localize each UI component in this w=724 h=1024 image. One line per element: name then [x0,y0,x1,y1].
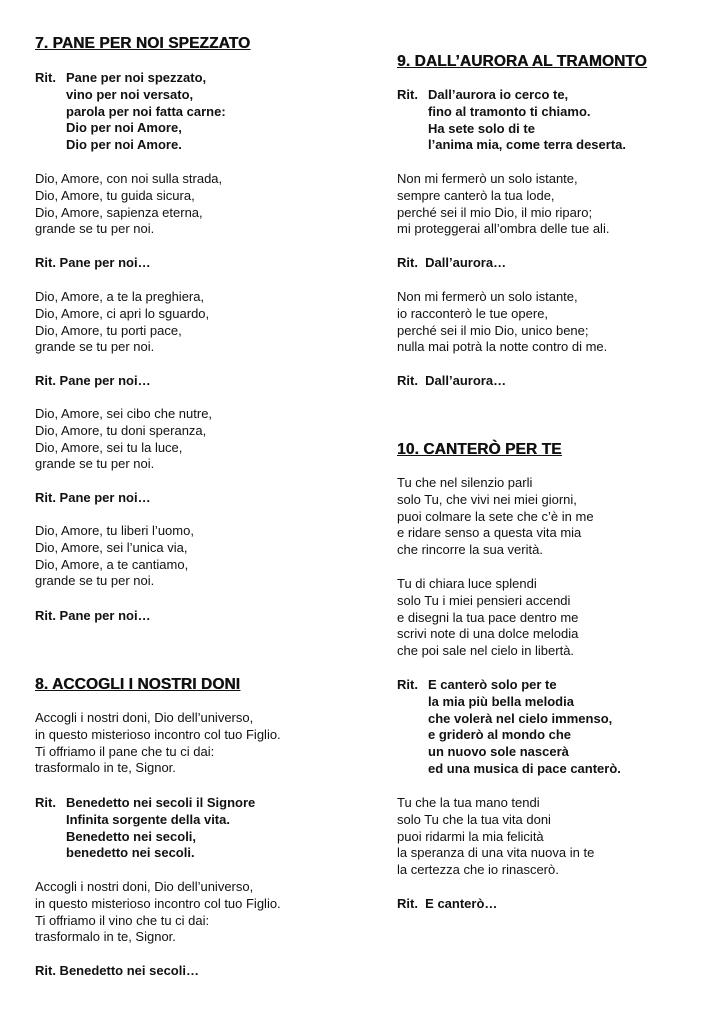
verse-line: Dio, Amore, tu doni speranza, [35,422,207,438]
verse-line: Dio, Amore, tu porti pace, [35,322,182,338]
song-10-title: 10. CANTERÒ PER TE [397,441,562,458]
verse-line: Non mi fermerò un solo istante, [397,171,578,186]
verse-line: la speranza di una vita nuova in te [397,845,595,861]
song-7-verse-3 [35,406,365,473]
refrain-reference: Rit. Dall’aurora… [397,255,507,270]
verse-line: Tu che la tua mano tendi [397,795,540,810]
refrain-line: Pane per noi spezzato, [66,70,207,85]
refrain-line: un nuovo sole nascerà [428,744,569,760]
verse-line: Non mi fermerò un solo istante, [397,289,578,304]
verse-line: grande se tu per noi. [35,221,155,237]
song-7-verse-4 [35,523,365,590]
verse-line: trasformalo in te, Signor. [35,929,176,945]
song-7-verse-1 [35,171,365,238]
song-8-verse-1 [35,710,365,777]
refrain-line: Dio per noi Amore, [66,120,182,136]
refrain-line: la mia più bella melodia [428,693,574,709]
song-8-refrain [35,795,365,862]
verse-line: io racconterò le tue opere, [397,305,549,321]
verse-line: Tu che nel silenzio parli [397,475,533,490]
refrain-label: Rit. [397,87,418,102]
verse-line: Dio, Amore, sei cibo che nutre, [35,406,213,421]
song-9-rit-ref [397,255,717,272]
refrain-line: Benedetto nei secoli, [66,828,197,844]
refrain-line: Benedetto nei secoli il Signore [66,795,256,810]
song-10-verse-1 [397,475,717,559]
verse-line: e ridare senso a questa vita mia [397,525,582,541]
refrain-reference: Rit. Pane per noi… [35,490,151,505]
verse-line: che rincorre la sua verità. [397,542,543,558]
song-10-refrain [397,677,717,778]
verse-line: solo Tu, che vivi nei miei giorni, [397,491,577,507]
refrain-reference: Rit. Pane per noi… [35,608,151,623]
verse-line: Dio, Amore, a te la preghiera, [35,289,205,304]
verse-line: solo Tu che la tua vita doni [397,811,551,827]
refrain-line: Infinita sorgente della vita. [66,811,230,827]
verse-line: Dio, Amore, ci apri lo sguardo, [35,305,210,321]
verse-line: la certezza che io rinascerò. [397,862,559,878]
refrain-line: vino per noi versato, [66,86,194,102]
verse-line: Dio, Amore, sei tu la luce, [35,439,183,455]
verse-line: grande se tu per noi. [35,456,155,472]
verse-line: puoi colmare la sete che c’è in me [397,508,594,524]
verse-line: Tu di chiara luce splendi [397,576,537,591]
refrain-line: E canterò solo per te [428,677,557,692]
song-7-rit-ref [35,255,365,272]
verse-line: Dio, Amore, tu guida sicura, [35,187,195,203]
refrain-line: l’anima mia, come terra deserta. [428,137,626,153]
song-9-verse-2 [397,289,717,356]
refrain-line: e griderò al mondo che [428,727,572,743]
verse-line: Dio, Amore, sapienza eterna, [35,204,203,220]
verse-line: in questo misterioso incontro col tuo Figlio. [35,895,281,911]
refrain-label: Rit. [397,677,418,692]
refrain-line: Ha sete solo di te [428,120,535,136]
verse-line: perché sei il mio Dio, unico bene; [397,322,589,338]
refrain-line: che volerà nel cielo immenso, [428,710,613,726]
verse-line: Ti offriamo il pane che tu ci dai: [35,743,215,759]
song-8-rit-ref [35,963,365,980]
verse-line: Accogli i nostri doni, Dio dell’universo, [35,710,254,725]
verse-line: Dio, Amore, a te cantiamo, [35,556,189,572]
song-9-title: 9. DALL’AURORA AL TRAMONTO [397,53,647,70]
verse-line: e disegni la tua pace dentro me [397,609,579,625]
refrain-reference: Rit. Benedetto nei secoli… [35,963,199,978]
song-8-title: 8. ACCOGLI I NOSTRI DONI [35,676,241,693]
song-9-rit-ref [397,373,717,390]
verse-line: solo Tu i miei pensieri accendi [397,592,571,608]
verse-line: Accogli i nostri doni, Dio dell’universo, [35,879,254,894]
verse-line: Dio, Amore, con noi sulla strada, [35,171,223,186]
song-10-verse-3 [397,795,717,879]
refrain-reference: Rit. Pane per noi… [35,255,151,270]
refrain-line: Dio per noi Amore. [66,137,182,153]
song-9-verse-1 [397,171,717,238]
verse-line: puoi ridarmi la mia felicità [397,828,544,844]
verse-line: Dio, Amore, tu liberi l’uomo, [35,523,194,538]
verse-line: mi proteggerai all’ombra delle tue ali. [397,221,610,237]
refrain-line: Dall’aurora io cerco te, [428,87,569,102]
song-7-verse-2 [35,289,365,356]
refrain-label: Rit. [35,70,56,85]
verse-line: perché sei il mio Dio, il mio riparo; [397,204,593,220]
verse-line: in questo misterioso incontro col tuo Figlio. [35,726,281,742]
song-7-rit-ref [35,373,365,390]
verse-line: grande se tu per noi. [35,573,155,589]
verse-line: scrivi note di una dolce melodia [397,626,579,642]
song-7-rit-ref [35,608,365,625]
verse-line: Ti offriamo il vino che tu ci dai: [35,912,210,928]
song-7-refrain [35,70,365,154]
verse-line: sempre canterò la tua lode, [397,187,555,203]
song-7-title: 7. PANE PER NOI SPEZZATO [35,35,251,52]
song-10-rit-ref [397,896,717,913]
refrain-reference: Rit. E canterò… [397,896,498,911]
song-7-rit-ref [35,490,365,507]
song-10-verse-2 [397,576,717,660]
refrain-label: Rit. [35,795,56,810]
refrain-reference: Rit. Pane per noi… [35,373,151,388]
refrain-line: ed una musica di pace canterò. [428,760,621,776]
refrain-reference: Rit. Dall’aurora… [397,373,507,388]
refrain-line: parola per noi fatta carne: [66,103,226,119]
refrain-line: fino al tramonto ti chiamo. [428,103,591,119]
verse-line: che poi sale nel cielo in libertà. [397,643,575,659]
verse-line: nulla mai potrà la notte contro di me. [397,339,608,355]
verse-line: Dio, Amore, sei l’unica via, [35,539,188,555]
song-8-verse-2 [35,879,365,946]
song-9-refrain [397,87,717,154]
verse-line: grande se tu per noi. [35,339,155,355]
verse-line: trasformalo in te, Signor. [35,760,176,776]
refrain-line: benedetto nei secoli. [66,845,195,861]
